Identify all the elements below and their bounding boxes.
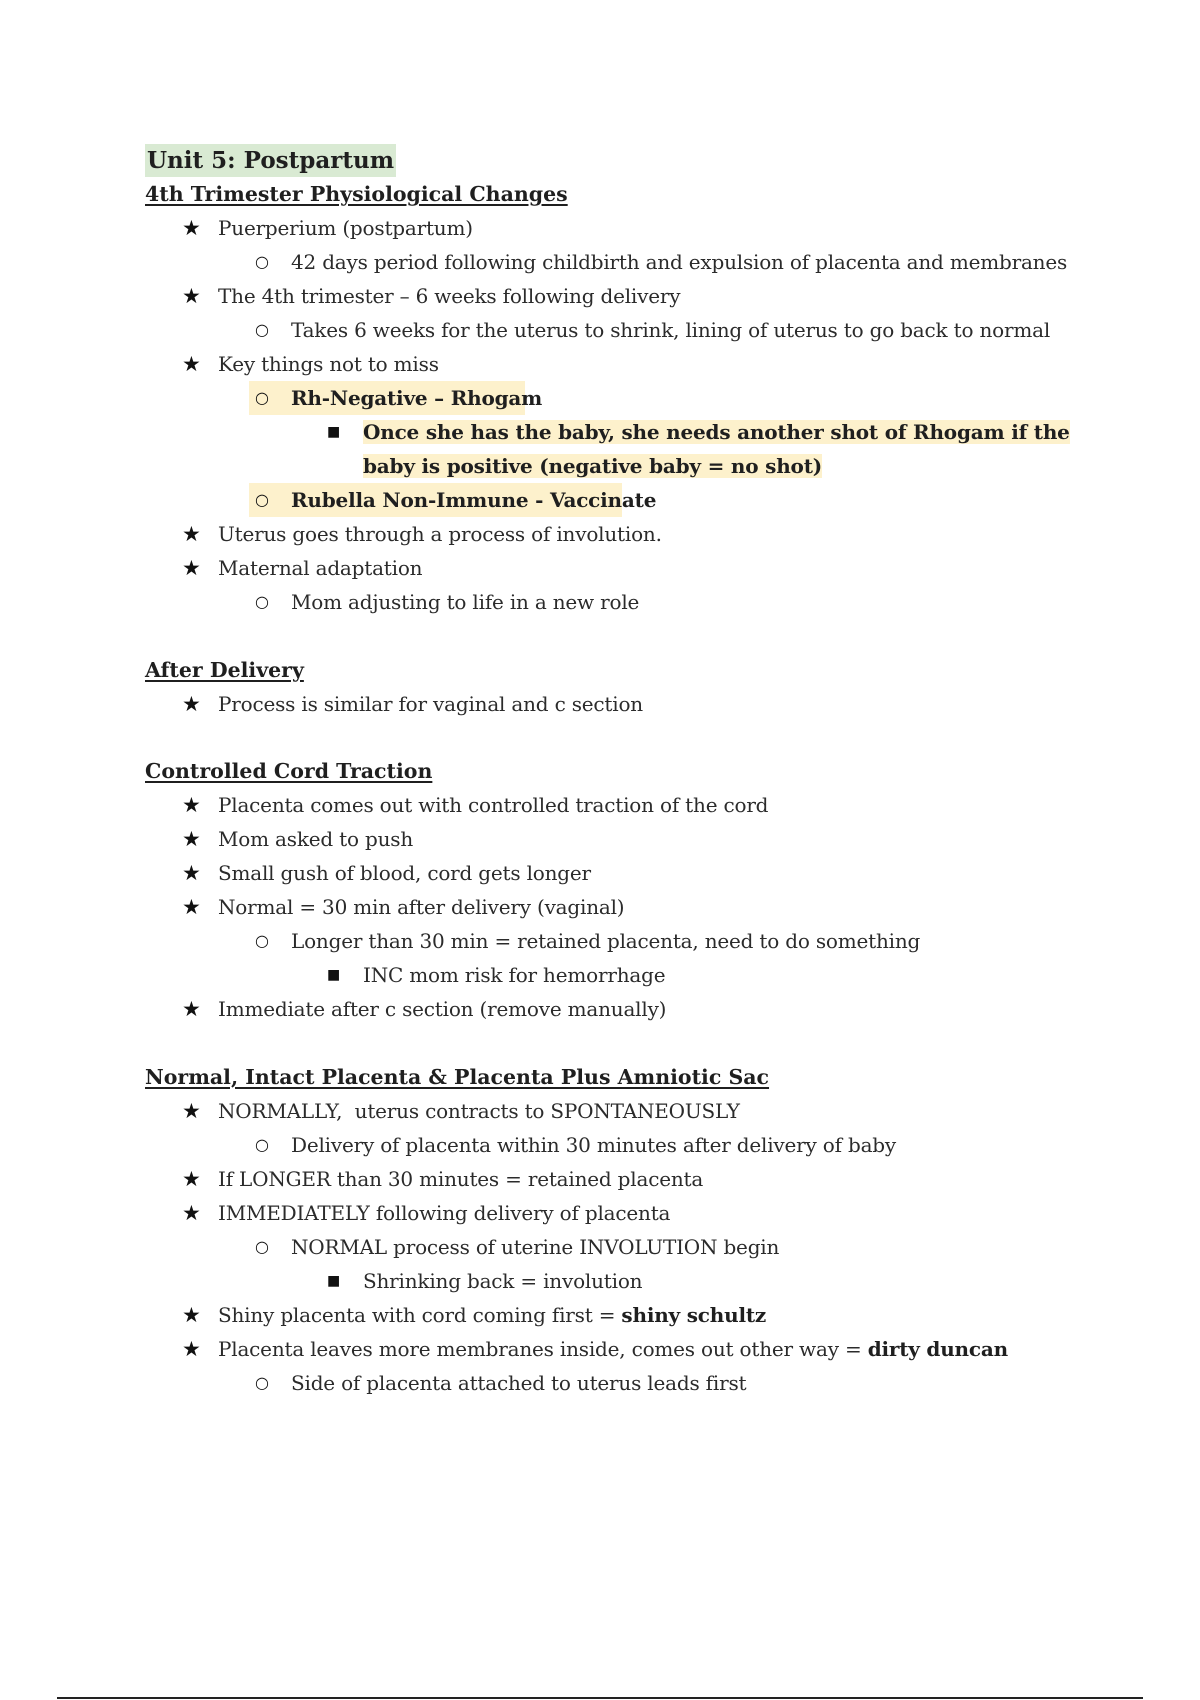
star-icon: ★ bbox=[182, 1098, 201, 1123]
list-item bbox=[145, 856, 1105, 890]
notes-body bbox=[145, 144, 1105, 1400]
list-item bbox=[145, 822, 1105, 856]
hollow-circle-icon: ○ bbox=[255, 931, 269, 950]
filled-square-icon: ■ bbox=[327, 424, 341, 440]
list-item-text: Mom adjusting to life in a new role bbox=[291, 590, 640, 614]
list-item bbox=[145, 313, 1105, 347]
list-item-text: Once she has the baby, she needs another shot of Rhogam if the baby is positive (negative baby = no shot) bbox=[363, 420, 1070, 478]
star-icon: ★ bbox=[182, 1302, 201, 1327]
list-item bbox=[145, 585, 1105, 619]
list-item bbox=[145, 211, 1105, 245]
list-item-text: Rubella Non-Immune - Vaccinate bbox=[291, 488, 657, 512]
list-item-text: Process is similar for vaginal and c section bbox=[218, 691, 643, 716]
star-icon: ★ bbox=[182, 997, 201, 1021]
list-item bbox=[145, 279, 1105, 313]
list-item-text: If LONGER than 30 minutes = retained placenta bbox=[218, 1166, 704, 1191]
list-item-text: Delivery of placenta within 30 minutes after delivery of baby bbox=[291, 1132, 896, 1157]
list-item-text: Takes 6 weeks for the uterus to shrink, lining of uterus to go back to normal bbox=[291, 318, 1051, 342]
list-item-text: INC mom risk for hemorrhage bbox=[363, 963, 666, 987]
list-item bbox=[145, 551, 1105, 585]
hollow-circle-icon: ○ bbox=[255, 388, 269, 407]
list-item-bold-term: dirty duncan bbox=[867, 1336, 1008, 1361]
list-item-text: Rh-Negative – Rhogam bbox=[291, 386, 543, 410]
star-icon: ★ bbox=[182, 522, 201, 546]
filled-square-icon: ■ bbox=[327, 1272, 341, 1289]
list-item-text: Immediate after c section (remove manually) bbox=[218, 997, 667, 1021]
list-item-text: IMMEDIATELY following delivery of placenta bbox=[218, 1200, 671, 1225]
list-item bbox=[145, 992, 1105, 1026]
star-icon: ★ bbox=[182, 861, 201, 885]
section-heading-controlled-cord-traction: Controlled Cord Traction bbox=[145, 759, 433, 783]
list-item bbox=[145, 924, 1105, 958]
title-row bbox=[145, 144, 1105, 177]
list-item bbox=[145, 1230, 1105, 1264]
list-item-text: Key things not to miss bbox=[218, 352, 439, 376]
page-title: Unit 5: Postpartum bbox=[145, 144, 396, 177]
star-icon: ★ bbox=[182, 1200, 201, 1225]
section-heading-normal-intact-placenta: Normal, Intact Placenta & Placenta Plus Amniotic Sac bbox=[145, 1064, 770, 1089]
list-item-text: Placenta comes out with controlled traction of the cord bbox=[218, 793, 769, 817]
hollow-circle-icon: ○ bbox=[255, 1236, 269, 1256]
spacer bbox=[145, 1026, 1105, 1060]
list-item-text: The 4th trimester – 6 weeks following delivery bbox=[218, 284, 681, 308]
spacer bbox=[145, 619, 1105, 653]
star-icon: ★ bbox=[182, 895, 201, 919]
list-item-text: Shrinking back = involution bbox=[363, 1268, 643, 1293]
list-item bbox=[145, 1264, 1105, 1298]
list-item-text: Maternal adaptation bbox=[218, 556, 423, 580]
list-item-text: Small gush of blood, cord gets longer bbox=[218, 861, 591, 885]
list-item bbox=[145, 1366, 1105, 1400]
list-item bbox=[145, 1298, 1105, 1332]
hollow-circle-icon: ○ bbox=[255, 320, 269, 339]
list-item-highlighted bbox=[145, 483, 1105, 517]
list-item bbox=[145, 1196, 1105, 1230]
star-icon: ★ bbox=[182, 284, 201, 308]
star-icon: ★ bbox=[182, 691, 201, 716]
list-item-text: Puerperium (postpartum) bbox=[218, 216, 473, 240]
filled-square-icon: ■ bbox=[327, 967, 341, 983]
section-heading-4th-trimester: 4th Trimester Physiological Changes bbox=[145, 182, 568, 206]
list-item bbox=[145, 1128, 1105, 1162]
list-item bbox=[145, 687, 1105, 721]
list-item bbox=[145, 1332, 1105, 1366]
star-icon: ★ bbox=[182, 793, 201, 817]
hollow-circle-icon: ○ bbox=[255, 1372, 269, 1392]
list-item bbox=[145, 1094, 1105, 1128]
star-icon: ★ bbox=[182, 1336, 201, 1361]
list-item-highlighted bbox=[145, 415, 1078, 483]
spacer bbox=[145, 721, 1105, 755]
section-heading-after-delivery: After Delivery bbox=[145, 657, 304, 682]
list-item-text: Longer than 30 min = retained placenta, need to do something bbox=[291, 929, 921, 953]
hollow-circle-icon: ○ bbox=[255, 490, 269, 509]
list-item-text: NORMAL process of uterine INVOLUTION begin bbox=[291, 1234, 780, 1259]
list-item-text: Mom asked to push bbox=[218, 827, 414, 851]
list-item bbox=[145, 1162, 1105, 1196]
list-item bbox=[145, 245, 1105, 279]
list-item-text: Normal = 30 min after delivery (vaginal) bbox=[218, 895, 625, 919]
list-item-text: Shiny placenta with cord coming first = bbox=[218, 1302, 622, 1327]
list-item-text: Side of placenta attached to uterus leads first bbox=[291, 1370, 747, 1395]
hollow-circle-icon: ○ bbox=[255, 1134, 269, 1154]
list-item-highlighted bbox=[145, 381, 1105, 415]
list-item bbox=[145, 788, 1105, 822]
list-item bbox=[145, 347, 1105, 381]
page-bottom-rule bbox=[57, 1697, 1143, 1699]
star-icon: ★ bbox=[182, 827, 201, 851]
list-item bbox=[145, 958, 1105, 992]
star-icon: ★ bbox=[182, 216, 201, 240]
star-icon: ★ bbox=[182, 352, 201, 376]
list-item-text: Placenta leaves more membranes inside, comes out other way = bbox=[218, 1336, 868, 1361]
hollow-circle-icon: ○ bbox=[255, 252, 269, 271]
star-icon: ★ bbox=[182, 1166, 201, 1191]
list-item-text: NORMALLY, uterus contracts to SPONTANEOUSLY bbox=[218, 1098, 740, 1123]
list-item-bold-term: shiny schultz bbox=[621, 1302, 767, 1327]
list-item-text: Uterus goes through a process of involution. bbox=[218, 522, 662, 546]
list-item bbox=[145, 890, 1105, 924]
list-item-text: 42 days period following childbirth and expulsion of placenta and membranes bbox=[291, 250, 1068, 274]
hollow-circle-icon: ○ bbox=[255, 592, 269, 611]
star-icon: ★ bbox=[182, 556, 201, 580]
list-item bbox=[145, 517, 1105, 551]
